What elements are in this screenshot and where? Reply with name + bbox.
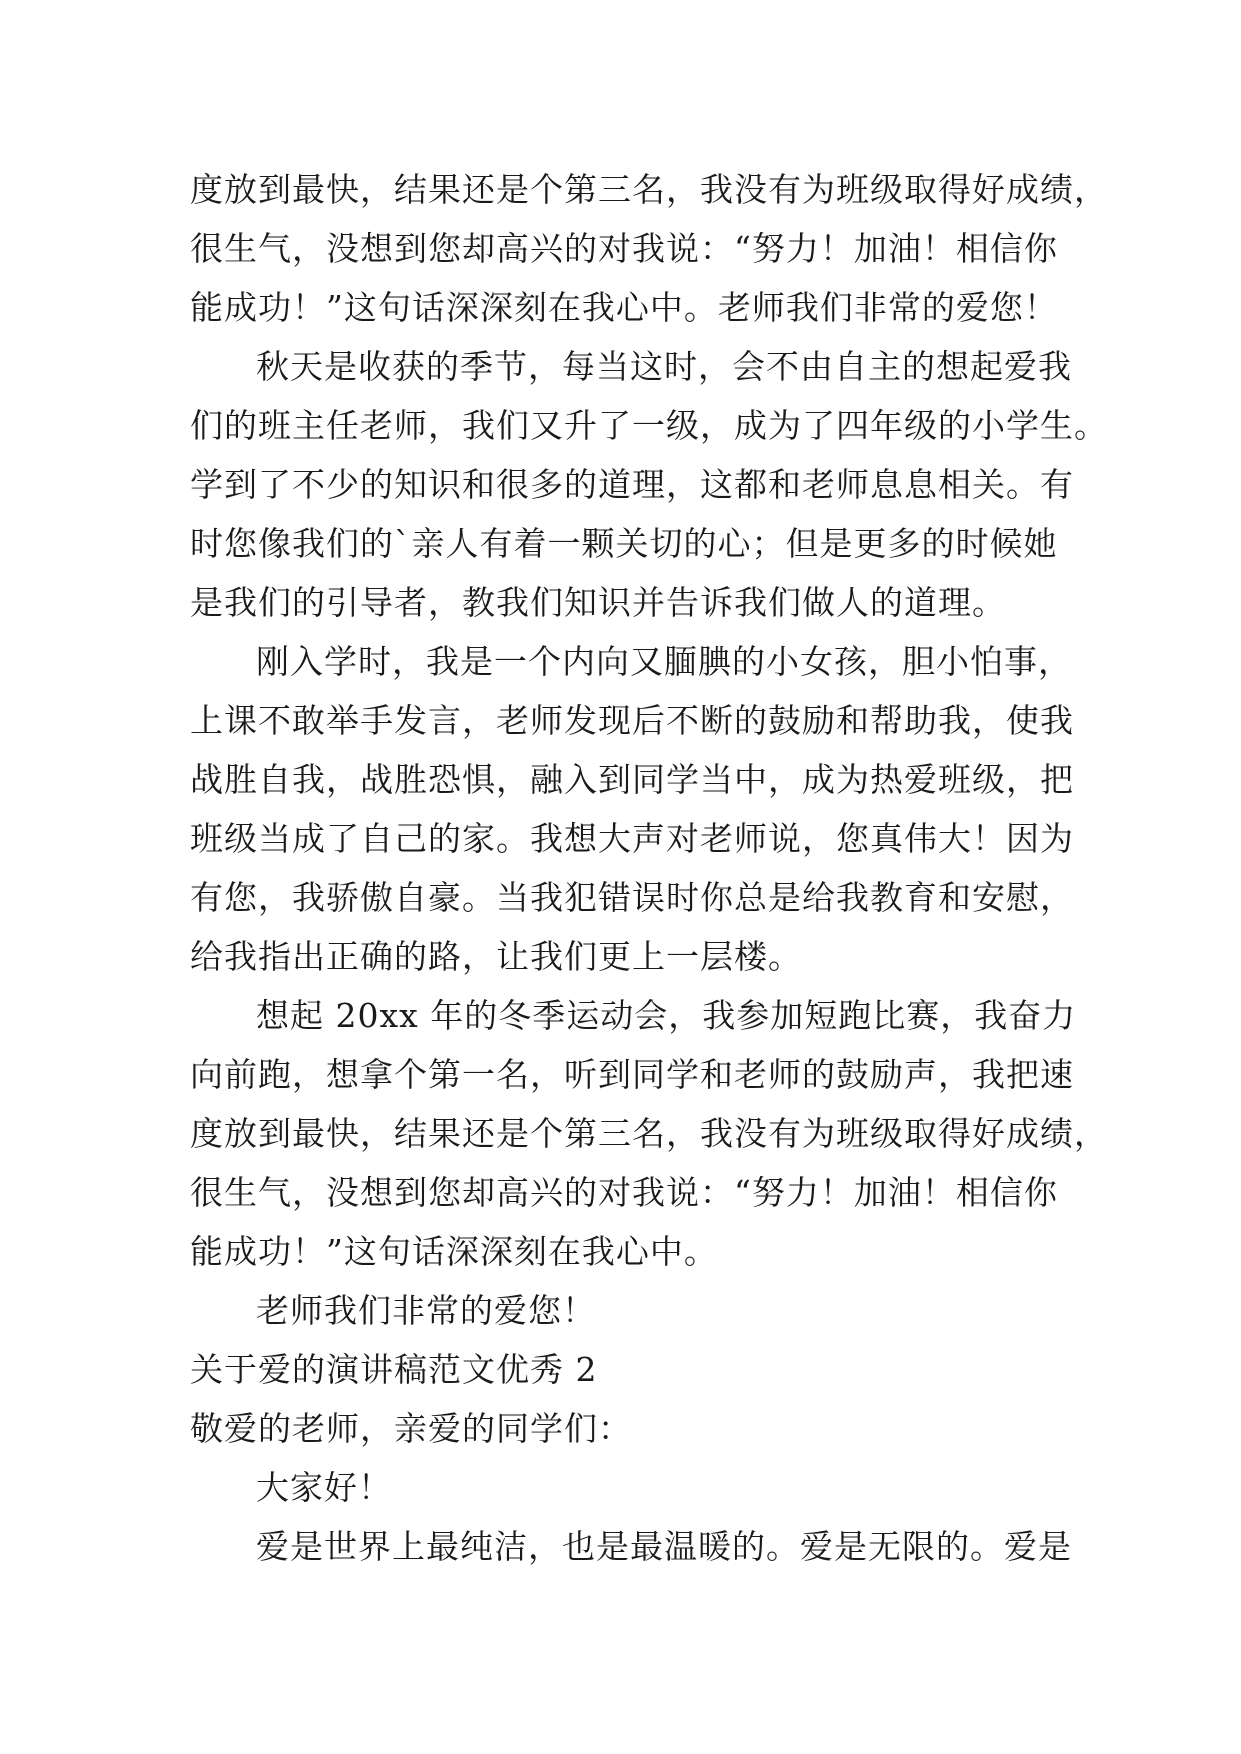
text-line: 班级当成了自己的家。我想大声对老师说，您真伟大！因为: [190, 819, 1074, 858]
document-body: [190, 160, 1108, 1576]
text-line: 秋天是收获的季节，每当这时，会不由自主的想起爱我: [256, 347, 1072, 386]
text-line: 敬爱的老师，亲爱的同学们：: [190, 1409, 632, 1448]
text-line: 度放到最快，结果还是个第三名，我没有为班级取得好成绩，: [190, 170, 1108, 209]
text-line: 大家好！: [256, 1468, 392, 1507]
text-line: 爱是世界上最纯洁，也是最温暖的。爱是无限的。爱是: [256, 1527, 1072, 1566]
text-line: 战胜自我，战胜恐惧，融入到同学当中，成为热爱班级，把: [190, 760, 1074, 799]
text-line: 能成功！”这句话深深刻在我心中。老师我们非常的爱您！: [190, 288, 1058, 327]
text-line: 是我们的引导者，教我们知识并告诉我们做人的道理。: [190, 583, 1006, 622]
text-line: 刚入学时，我是一个内向又腼腆的小女孩，胆小怕事，: [256, 642, 1072, 681]
text-line: 给我指出正确的路，让我们更上一层楼。: [190, 937, 802, 976]
text-line: 上课不敢举手发言，老师发现后不断的鼓励和帮助我，使我: [190, 701, 1074, 740]
text-line: 想起 20xx 年的冬季运动会，我参加短跑比赛，我奋力: [256, 996, 1077, 1035]
text-line: 时您像我们的`亲人有着一颗关切的心；但是更多的时候她: [190, 524, 1058, 563]
text-line: 学到了不少的知识和很多的道理，这都和老师息息相关。有: [190, 465, 1074, 504]
text-line: 能成功！”这句话深深刻在我心中。: [190, 1232, 718, 1271]
text-line: 很生气，没想到您却高兴的对我说：“努力！加油！相信你: [190, 229, 1058, 268]
text-line: 向前跑，想拿个第一名，听到同学和老师的鼓励声，我把速: [190, 1055, 1074, 1094]
text-line: 关于爱的演讲稿范文优秀 2: [190, 1350, 598, 1389]
text-line: 有您，我骄傲自豪。当我犯错误时你总是给我教育和安慰，: [190, 878, 1074, 917]
text-line: 很生气，没想到您却高兴的对我说：“努力！加油！相信你: [190, 1173, 1058, 1212]
text-line: 老师我们非常的爱您！: [256, 1291, 596, 1330]
text-line: 们的班主任老师，我们又升了一级，成为了四年级的小学生。: [190, 406, 1108, 445]
text-line: 度放到最快，结果还是个第三名，我没有为班级取得好成绩，: [190, 1114, 1108, 1153]
